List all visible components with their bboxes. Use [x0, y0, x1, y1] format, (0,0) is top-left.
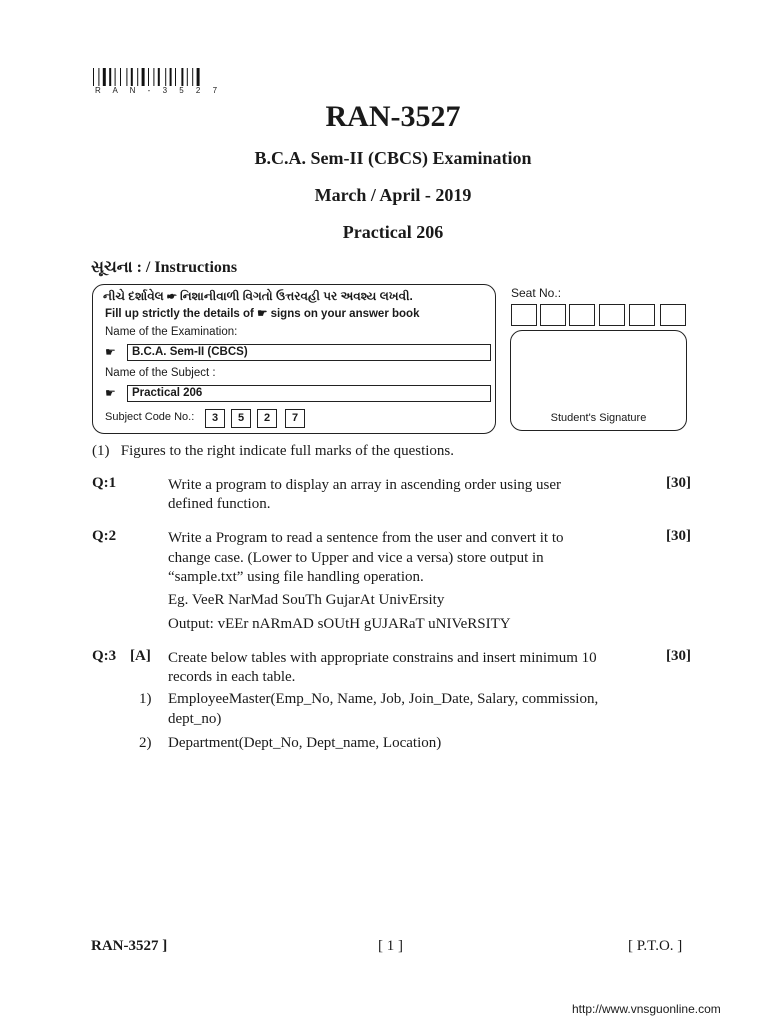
list-item-number: 1): [139, 691, 152, 707]
subject-code-digit: 2: [257, 409, 277, 428]
question-text-line: records in each table.: [168, 669, 296, 685]
question-text-line: defined function.: [168, 496, 271, 512]
seat-no-box: [569, 304, 595, 326]
barcode-bar: [170, 68, 172, 86]
question-number: Q:3: [92, 648, 117, 664]
barcode-bar: [158, 68, 160, 86]
question-number: Q:2: [92, 528, 117, 544]
barcode-graphic: [93, 68, 225, 88]
gujarati-note: નીચે દર્શાવેલ ☛ નિશાનીવાળી વિગતો ઉત્તરવહી પર અવશ્ય લખવી.: [103, 289, 413, 303]
exam-title: B.C.A. Sem-II (CBCS) Examination: [254, 148, 532, 168]
question-marks: [30]: [666, 528, 691, 544]
seat-no-box: [540, 304, 566, 326]
barcode-bar: [148, 68, 149, 86]
exam-session: March / April - 2019: [314, 185, 472, 205]
barcode-bar: [93, 68, 94, 86]
barcode-text: R A N - 3 5 2 7: [95, 86, 223, 95]
list-item-number: 2): [139, 735, 152, 751]
list-item-text: dept_no): [168, 711, 222, 727]
question-text-line: Write a Program to read a sentence from the user and convert it to: [168, 530, 564, 546]
details-box: [92, 284, 496, 434]
seat-no-box: [660, 304, 686, 326]
subject-code-label: Subject Code No.:: [105, 411, 195, 423]
barcode-bar: [192, 68, 193, 86]
barcode-bar: [126, 68, 127, 86]
question-part: [A]: [130, 648, 151, 664]
barcode-bar: [98, 68, 99, 86]
instruction-1: (1) Figures to the right indicate full marks of the questions.: [92, 443, 455, 459]
barcode-bar: [165, 68, 166, 86]
subject-name-label: Name of the Subject :: [105, 367, 216, 379]
barcode-bar: [187, 68, 188, 86]
question-text-line: change case. (Lower to Upper and vice a versa) store output in: [168, 550, 544, 566]
barcode-bar: [142, 68, 145, 86]
seat-no-label: Seat No.:: [511, 286, 562, 300]
barcode-bar: [175, 68, 176, 86]
question-number: Q:1: [92, 475, 117, 491]
barcode-bar: [153, 68, 154, 86]
footer-pto: [ P.T.O. ]: [628, 938, 683, 954]
subject-code-digit: 3: [205, 409, 225, 428]
question-text-line: Create below tables with appropriate constrains and insert minimum 10: [168, 650, 597, 666]
barcode-bar: [137, 68, 138, 86]
website-url: http://www.vnsguonline.com: [572, 1002, 721, 1016]
question-text-line: “sample.txt” using file handling operation.: [168, 569, 424, 585]
output-text: Output: vEEr nARmAD sOUtH gUJARaT uNIVeRSITY: [168, 616, 511, 632]
instructions-heading: સૂચના : / Instructions: [91, 259, 238, 276]
subject-code-digit: 7: [285, 409, 305, 428]
footer-paper-code: RAN-3527 ]: [91, 938, 168, 954]
subject-name-field: Practical 206: [127, 385, 491, 402]
seat-no-box: [511, 304, 537, 326]
footer-page-number: [ 1 ]: [378, 938, 403, 954]
barcode-bar: [109, 68, 111, 86]
seat-no-box: [599, 304, 625, 326]
barcode-bar: [115, 68, 116, 86]
barcode-bar: [103, 68, 106, 86]
english-note: Fill up strictly the details of ☛ signs on your answer book: [105, 308, 420, 320]
example-text: Eg. VeeR NarMad SouTh GujarAt UnivErsity: [168, 592, 445, 608]
seat-no-box: [629, 304, 655, 326]
question-marks: [30]: [666, 648, 691, 664]
subject-code-digit: 5: [231, 409, 251, 428]
pointing-hand-icon: ☛: [105, 386, 116, 400]
exam-name-field: B.C.A. Sem-II (CBCS): [127, 344, 491, 361]
question-marks: [30]: [666, 475, 691, 491]
paper-code: RAN-3527: [325, 100, 461, 133]
barcode-bar: [120, 68, 121, 86]
barcode-bar: [181, 68, 183, 86]
signature-label: Student's Signature: [550, 412, 647, 424]
pointing-hand-icon: ☛: [105, 345, 116, 359]
exam-name-label: Name of the Examination:: [105, 326, 238, 338]
subject-title: Practical 206: [342, 222, 444, 242]
list-item-text: EmployeeMaster(Emp_No, Name, Job, Join_Date, Salary, commission,: [168, 691, 599, 707]
list-item-text: Department(Dept_No, Dept_name, Location): [168, 735, 442, 751]
barcode-bar: [197, 68, 200, 86]
barcode-bar: [131, 68, 133, 86]
question-text-line: Write a program to display an array in ascending order using user: [168, 477, 562, 493]
